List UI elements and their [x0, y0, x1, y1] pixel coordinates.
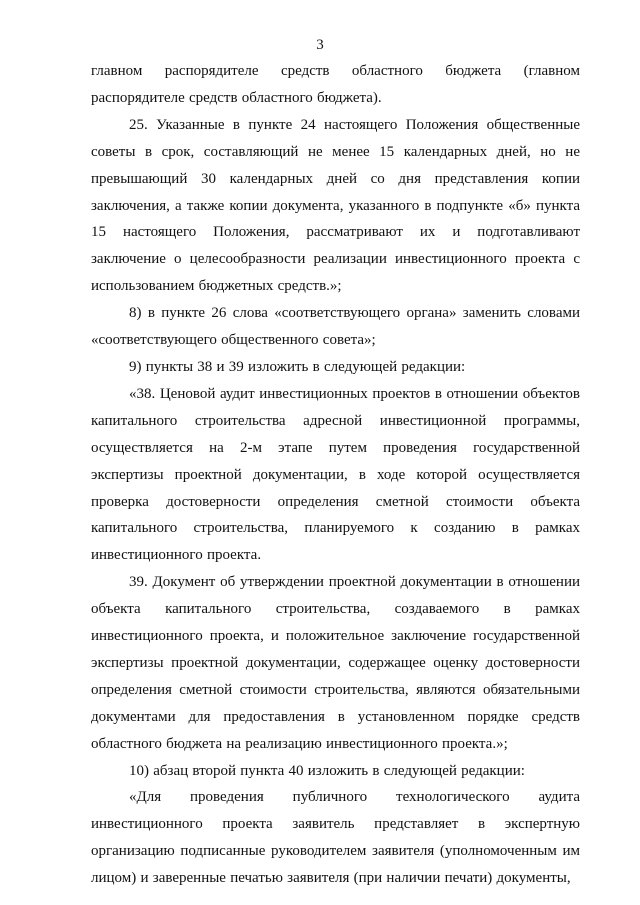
paragraph-item-9: 9) пункты 38 и 39 изложить в следующей редакции:: [129, 358, 466, 375]
paragraph-clause-25: 25. Указанные в пункте 24 настоящего Положения общественные советы в срок, составляющий не менее 15 календарных дней, но не превышающий 30 календарных дней со дня представления копии заключения, а также копии документа, указанного в подпункте «б» пункта 15 настоящего Положения, рассматривают их и подготавливают заключение о целесообразности реализации инвестиционного проекта с использованием бюджетных средств.»;: [91, 116, 580, 295]
paragraph-item-10: 10) абзац второй пункта 40 изложить в следующей редакции:: [129, 762, 525, 779]
paragraph-clause-39: 39. Документ об утверждении проектной документации в отношении объекта капитального строительства, создаваемого в рамках инвестиционного проекта, и положительное заключение государственной экспертизы проектной документации, содержащее оценку достоверности определения сметной стоимости строительства, являются обязательными документами для предоставления в установленном порядке средств областного бюджета на реализацию инвестиционного проекта.»;: [91, 574, 580, 752]
paragraph-item-8: 8) в пункте 26 слова «соответствующего органа» заменить словами «соответствующего общественного совета»;: [91, 305, 580, 349]
paragraph-continuation: главном распорядителе средств областного бюджета (главном распорядителе средств областного бюджета).: [91, 63, 580, 106]
paragraph-clause-38: «38. Ценовой аудит инвестиционных проектов в отношении объектов капитального строительства адресной инвестиционной программы, осуществляется на 2-м этапе путем проведения государственной экспертизы проектной документации, в ходе которой осуществляется проверка достоверности определения сметной стоимости объекта капитального строительства, планируемого к созданию в рамках инвестиционного проекта.: [91, 385, 580, 564]
page-number: 3: [316, 37, 324, 53]
paragraph-clause-40-text: «Для проведения публичного технологического аудита инвестиционного проекта заявитель представляет в экспертную организацию подписанные руководителем заявителя (уполномоченным им лицом) и заверенные печатью заявителя (при наличии печати) документы,: [91, 789, 580, 887]
document-body: [91, 58, 580, 892]
